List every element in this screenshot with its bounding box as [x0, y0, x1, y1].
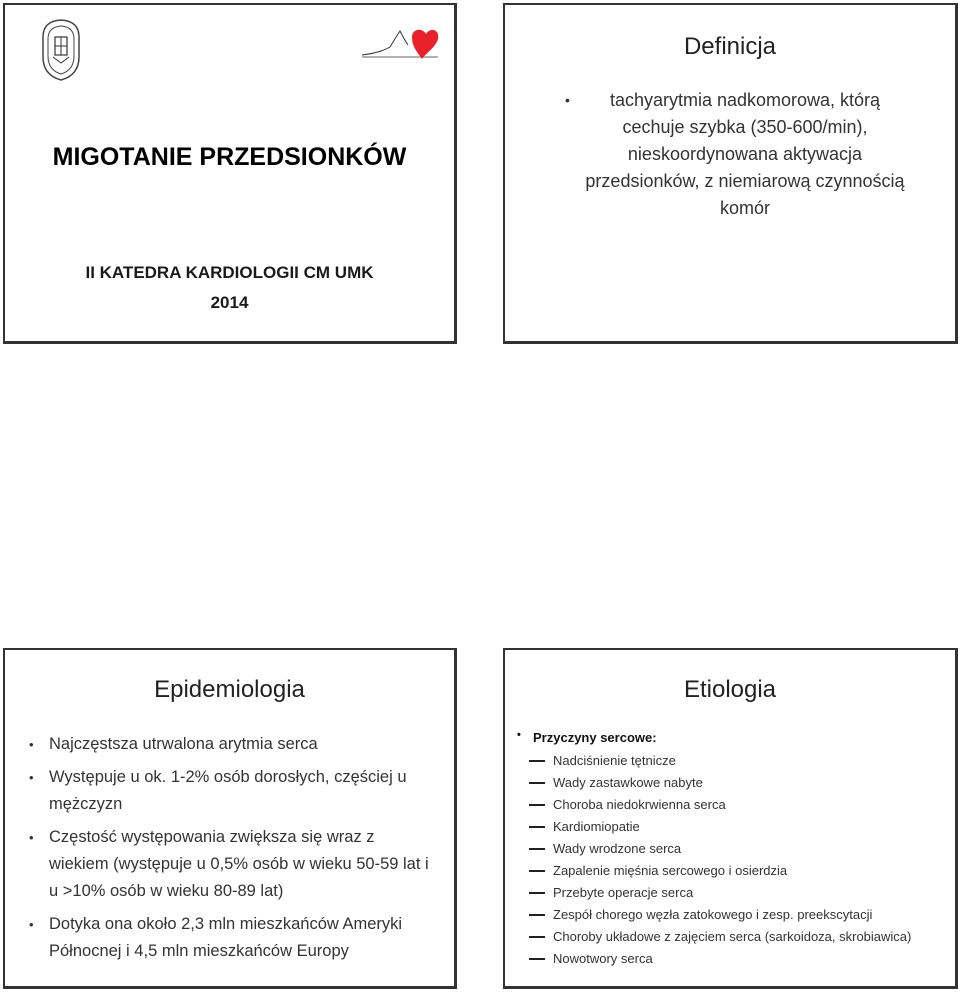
- slide-heading: Etiologia: [683, 676, 777, 703]
- definition-line: przedsionków, z niemiarową czynnością: [585, 171, 905, 191]
- dash-icon: [529, 760, 545, 762]
- collegium-medicum-seal-icon: [37, 17, 85, 83]
- dash-icon: [529, 782, 545, 784]
- list-item: Choroby układowe z zajęciem serca (sarkoidoza, skrobiawica): [527, 926, 947, 948]
- bullet-icon: •: [29, 737, 34, 752]
- etiology-list: [527, 750, 947, 970]
- list-item: Nadciśnienie tętnicze: [527, 750, 947, 772]
- slide-epidemiology: [3, 648, 457, 989]
- list-item: Wady wrodzone serca: [527, 838, 947, 860]
- list-item: • Występuje u ok. 1-2% osób dorosłych, częściej u mężczyzn: [27, 764, 437, 818]
- list-item: Zespół chorego węzła zatokowego i zesp. preekscytacji: [527, 904, 947, 926]
- presentation-title: MIGOTANIE PRZEDSIONKÓW: [52, 143, 407, 171]
- epidemiology-list: [27, 731, 437, 971]
- list-item: Nowotwory serca: [527, 948, 947, 970]
- list-item: Kardiomiopatie: [527, 816, 947, 838]
- bullet-icon: •: [517, 729, 521, 741]
- bullet-icon: •: [29, 917, 34, 932]
- definition-line: • tachyarytmia nadkomorowa, którą: [555, 87, 935, 114]
- bullet-icon: •: [29, 830, 34, 845]
- presentation-year: 2014: [210, 293, 249, 312]
- slide-heading: Definicja: [683, 33, 777, 60]
- definition-list: [555, 87, 935, 222]
- definition-line: komór: [719, 198, 770, 218]
- slide-title: [3, 3, 457, 344]
- bullet-icon: •: [29, 770, 34, 785]
- list-item: Przebyte operacje serca: [527, 882, 947, 904]
- definition-line: nieskoordynowana aktywacja: [627, 144, 863, 164]
- dash-icon: [529, 914, 545, 916]
- dash-icon: [529, 870, 545, 872]
- list-item: • Częstość występowania zwiększa się wraz z wiekiem (występuje u 0,5% osób w wieku 50-59 lat i u >10% osób w wieku 80-89 lat): [27, 824, 437, 905]
- dash-icon: [529, 958, 545, 960]
- dash-icon: [529, 804, 545, 806]
- dash-icon: [529, 826, 545, 828]
- list-item: Choroba niedokrwienna serca: [527, 794, 947, 816]
- bullet-icon: •: [565, 92, 570, 108]
- department-name: II KATEDRA KARDIOLOGII CM UMK: [85, 263, 374, 282]
- dash-icon: [529, 892, 545, 894]
- heart-icon: [360, 25, 440, 65]
- slide-heading: Epidemiologia: [154, 676, 305, 703]
- causes-subheading: • Przyczyny sercowe:: [517, 729, 657, 745]
- list-item: • Dotyka ona około 2,3 mln mieszkańców Ameryki Północnej i 4,5 mln mieszkańców Europy: [27, 911, 437, 965]
- dash-icon: [529, 936, 545, 938]
- slide-definition: [503, 3, 958, 344]
- definition-line: cechuje szybka (350-600/min),: [622, 117, 868, 137]
- slide-etiology: [503, 648, 958, 989]
- list-item: Wady zastawkowe nabyte: [527, 772, 947, 794]
- dash-icon: [529, 848, 545, 850]
- list-item: • Najczęstsza utrwalona arytmia serca: [27, 731, 437, 758]
- list-item: Zapalenie mięśnia sercowego i osierdzia: [527, 860, 947, 882]
